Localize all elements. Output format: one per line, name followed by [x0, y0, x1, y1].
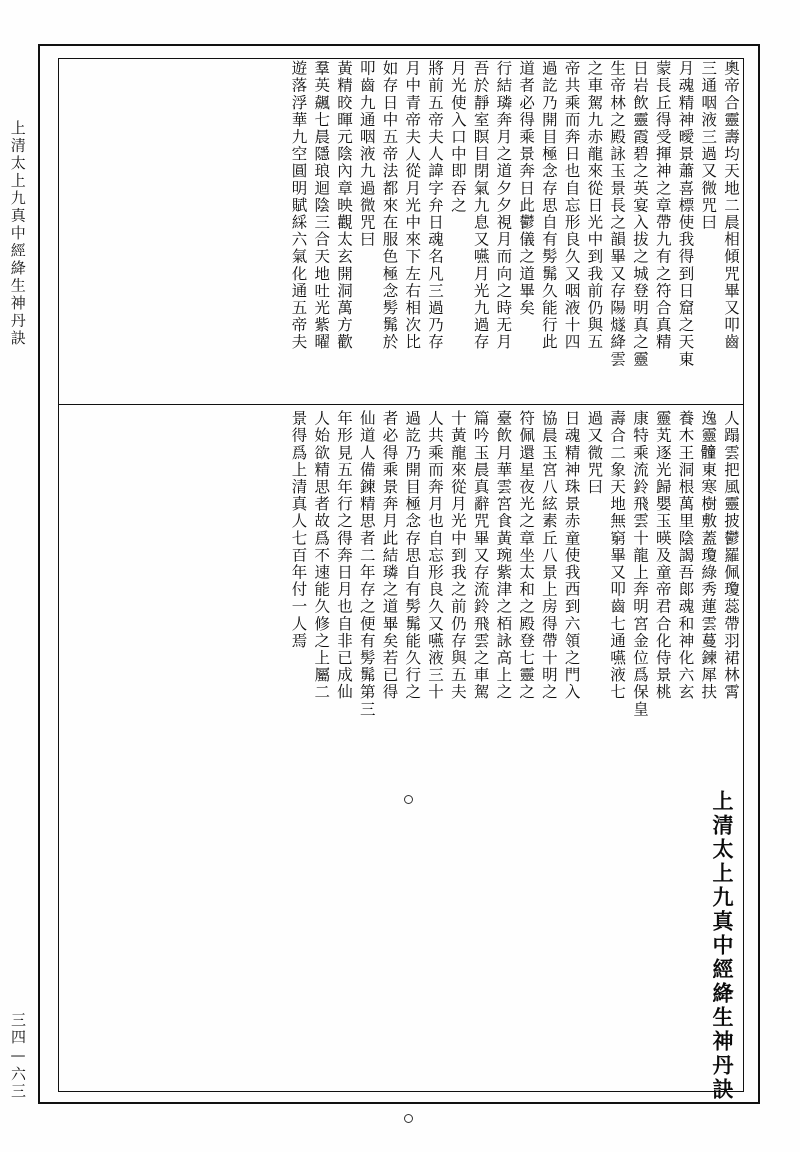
text-column: 協晨玉宮八絃素丘八景上房得帶十明之 [539, 410, 558, 701]
text-column: 三通咽液三過又微咒曰 [699, 60, 718, 231]
text-block-lower [62, 410, 742, 740]
text-column: 篇吟玉晨真辭咒畢又存流鈴飛雲之車駕 [471, 410, 490, 701]
text-column: 月中青帝夫人從月光中來下左右相次比 [403, 60, 422, 351]
centering-dot-lower [404, 1114, 413, 1123]
text-column: 過訖乃開目極念存思自有髣髴能久行之 [403, 410, 422, 701]
text-column: 生帝林之殿詠玉景長之韻畢又存陽燧絳雲 [608, 60, 627, 368]
text-column: 遊落浮華九空圓明賦綵六氣化通五帝夫 [289, 60, 308, 351]
text-column: 帝共乘而奔日也自忘形良久又咽液十四 [562, 60, 581, 351]
text-column: 黃精晈暉元陰內章映觀太玄開洞萬方歡 [334, 60, 353, 351]
text-column: 人共乘而奔月也自忘形良久又嚥液三十 [426, 410, 445, 701]
text-column: 逸靈𩪘東寒樹敷蓋瓊綠秀蓮雲蔓鍊犀扶 [699, 410, 718, 701]
text-column: 道者必得乘景奔日此鬱儀之道畢矣 [517, 60, 536, 317]
text-column: 之車駕九赤龍來從日光中到我前仍與五 [585, 60, 604, 351]
text-column: 壽合二象天地無窮畢又叩齒七通嚥液七 [608, 410, 627, 701]
scripture-title: 上清太上九真中經絳生神丹訣 [710, 790, 735, 1102]
page-number: 三四—六三 [9, 1012, 27, 1100]
text-column: 叩齒九通咽液九過微咒曰 [357, 60, 376, 249]
text-column: 景得爲上清真人七百年付一人焉 [289, 410, 308, 650]
text-column: 過訖乃開目極念存思自有髣髴久能行此 [539, 60, 558, 351]
text-column: 蒙長丘得受揮神之章帶九有之符合真精 [653, 60, 672, 351]
text-column: 日魂精神珠景赤童使我西到六領之門入 [562, 410, 581, 701]
text-column: 靈芄逐光歸嬰玉暎及童帝君合化侍景桃 [653, 410, 672, 701]
text-column: 月光使入口中即吞之 [448, 60, 467, 214]
text-column: 臺飲月華雲宮食黃琬紫津之栢詠高上之 [494, 410, 513, 701]
text-block-upper [62, 60, 742, 402]
text-column: 將前五帝夫人諱字弁日魂名凡三過乃存 [426, 60, 445, 351]
text-column: 者必得乘景奔月此結璘之道畢矣若已得 [380, 410, 399, 701]
text-column: 養木王洞根萬里陰謁吾郞魂和神化六玄 [676, 410, 695, 701]
text-column: 康特乘流鈴飛雲十龍上奔明宮金位爲保皇 [630, 410, 649, 718]
text-column: 人始欲精思者故爲不速能久修之上屬二 [312, 410, 331, 701]
text-column: 吾於靜室瞑目閉氣九息又嚥月光九過存 [471, 60, 490, 351]
text-column: 日岩飲靈霞碧之英宴入拔之城登明真之靈 [630, 60, 649, 368]
text-column: 十黃龍來從月光中到我之前仍存與五夫 [448, 410, 467, 701]
text-column: 月魂精神曖景蕭喜標使我得到日窟之天東 [676, 60, 695, 368]
column-block-divider [59, 404, 743, 405]
text-column: 羣英飆七晨隱琅迴陰三合天地吐光紫曜 [312, 60, 331, 351]
margin-running-title: 上清太上九真中經絳生神丹訣 [8, 120, 27, 348]
text-column: 仙道人備鍊精思者二年存之便有髣髴第三 [357, 410, 376, 718]
text-column: 過又微咒曰 [585, 410, 604, 496]
centering-dot-upper [404, 795, 413, 804]
text-column: 符佩還星夜光之章坐太和之殿登七靈之 [517, 410, 536, 701]
text-column: 年形見五年行之得奔日月也自非已成仙 [334, 410, 353, 701]
text-column: 如存日中五帝法都來在服色極念髣髴於 [380, 60, 399, 351]
text-column: 奧帝合靈壽均天地二晨相傾咒畢又叩齒 [722, 60, 740, 351]
text-column: 行結璘奔月之道夕夕視月而向之時无月 [494, 60, 513, 351]
text-column: 人蹋雲把風靈披鬱羅佩瓊蕊帶羽裙林霄 [722, 410, 740, 701]
